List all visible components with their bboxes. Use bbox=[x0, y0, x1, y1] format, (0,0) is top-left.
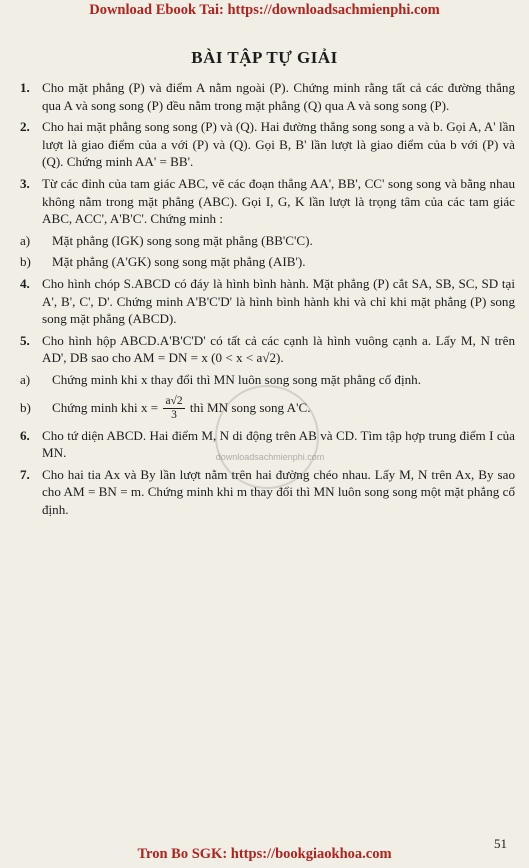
exercise-number: 5. bbox=[20, 332, 30, 348]
exercise-text: Cho hai mặt phẳng song song (P) và (Q). Hai đường thẳng song song a và b. Gọi A, A' lần lượt là giao điểm của a với (P) và (Q). Gọi B, B' lần lượt là giao điểm của b với (P) và (Q). Chứng minh AA' = BB'. bbox=[42, 119, 515, 170]
page-title: BÀI TẬP TỰ GIẢI bbox=[191, 48, 338, 67]
sub-label: a) bbox=[20, 371, 31, 387]
exercise-number: 3. bbox=[20, 175, 30, 191]
exercise-6 bbox=[20, 427, 515, 462]
exercise-number: 1. bbox=[20, 80, 30, 95]
exercise-3a bbox=[20, 232, 515, 250]
exercise-text: Từ các đỉnh của tam giác ABC, vẽ các đoạn thẳng AA', BB', CC' song song và bằng nhau không nằm trong mặt phẳng (ABC). Gọi I, G, K lần lượt là trọng tâm của các tam giác ABC, ACC', A'B'C'. Chứng minh : bbox=[42, 175, 515, 227]
header-download-link[interactable]: Download Ebook Tai: https://downloadsachmienphi.com bbox=[89, 2, 440, 18]
exercise-text: Cho hình chóp S.ABCD có đáy là hình bình hành. Mặt phẳng (P) cắt SA, SB, SC, SD tại A', B', C', D'. Chứng minh A'B'C'D' là hình bình hành khi và chỉ khi mặt phẳng (P) song song mặt phẳng (ABCD). bbox=[42, 275, 515, 327]
exercise-3b bbox=[20, 253, 515, 271]
exercise-2 bbox=[20, 118, 515, 171]
sub-label: b) bbox=[20, 254, 31, 270]
exercise-number: 2. bbox=[20, 119, 30, 135]
fraction bbox=[163, 395, 184, 422]
sub-text: Mặt phẳng (IGK) song song mặt phẳng (BB'C'C). bbox=[52, 232, 313, 248]
exercise-text: Cho hai tia Ax và By lần lượt nằm trên hai đường chéo nhau. Lấy M, N trên Ax, By sao cho AM = BN = m. Chứng minh khi m thay đổi thì MN luôn song song một mặt phẳng cố định. bbox=[42, 466, 515, 517]
fraction-denominator: 3 bbox=[171, 409, 177, 421]
exercise-text: Cho hình hộp ABCD.A'B'C'D' có tất cả các cạnh là hình vuông cạnh a. Lấy M, N trên AD', DB sao cho AM = DN = x (0 < x < a bbox=[42, 332, 515, 366]
exercise-3 bbox=[20, 175, 515, 228]
footer-download-link[interactable]: Tron Bo SGK: https://bookgiaokhoa.com bbox=[137, 846, 392, 862]
exercise-number: 6. bbox=[20, 427, 30, 443]
sqrt-expression: √2 bbox=[262, 350, 277, 366]
exercise-number: 4. bbox=[20, 275, 30, 291]
fraction-numerator: a√2 bbox=[165, 395, 183, 407]
watermark-text: downloadsachmienphi.com bbox=[215, 452, 325, 462]
exercise-text-end: ). bbox=[276, 350, 284, 366]
sub-text: Mặt phẳng (A'GK) song song mặt phẳng (AIB'). bbox=[52, 254, 306, 270]
page-number: 51 bbox=[494, 836, 507, 851]
sub-label: a) bbox=[20, 232, 31, 248]
sub-text: Chứng minh khi x thay đổi thì MN luôn song song mặt phẳng cố định. bbox=[52, 371, 421, 387]
exercise-1 bbox=[20, 79, 515, 114]
exercise-list bbox=[20, 79, 515, 522]
exercise-number: 7. bbox=[20, 466, 30, 482]
exercise-5a bbox=[20, 371, 515, 389]
exercise-7 bbox=[20, 466, 515, 519]
sub-label: b) bbox=[20, 399, 31, 415]
sub-text-end: thì MN song song A'C. bbox=[189, 399, 311, 415]
exercise-5 bbox=[20, 332, 515, 367]
exercise-4 bbox=[20, 275, 515, 328]
exercise-5b bbox=[20, 393, 515, 423]
exercise-text: Cho mặt phẳng (P) và điểm A nằm ngoài (P). Chứng minh rằng tất cả các đường thẳng qua A và song song (P) đều nằm trong mặt phẳng (Q) qua A và song song (P). bbox=[42, 80, 515, 113]
sub-text: Chứng minh khi x = bbox=[52, 399, 159, 415]
exercise-text: Cho tứ diện ABCD. Hai điểm M, N di động trên AB và CD. Tìm tập hợp trung điểm I của MN. bbox=[42, 427, 515, 461]
